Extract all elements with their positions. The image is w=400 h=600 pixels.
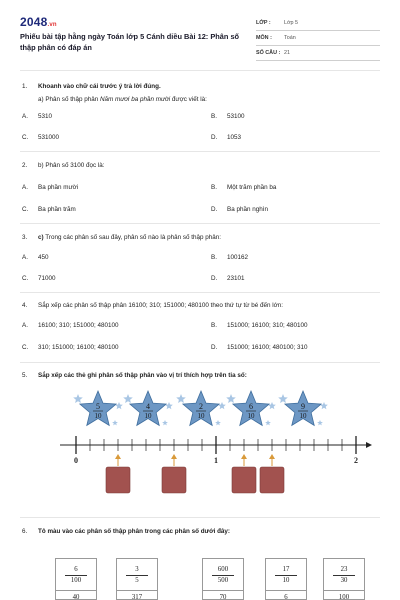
document-title: Phiếu bài tập hằng ngày Toán lớp 5 Cánh diều Bài 12: Phân số thập phân có đáp án	[20, 32, 240, 52]
empty-answer-card[interactable]	[162, 467, 186, 493]
number-line-svg	[60, 388, 380, 508]
star-numerator: 4	[146, 402, 150, 411]
star-denominator: 10	[299, 412, 307, 420]
axis-arrowhead	[366, 442, 372, 448]
empty-answer-card[interactable]	[106, 467, 130, 493]
sparkle-icon	[123, 394, 133, 403]
brand-logo: 2048.vn	[20, 15, 57, 29]
star-numerator: 6	[249, 402, 253, 411]
star-numerator: 9	[301, 402, 305, 411]
sparkle-icon	[176, 394, 186, 403]
fraction-grid	[55, 558, 365, 600]
pointer-arrowhead	[171, 454, 177, 459]
sparkle-icon	[268, 402, 276, 409]
star-numerator: 5	[96, 402, 100, 411]
fraction-cell[interactable]: 3 5 317	[116, 558, 158, 600]
divider	[20, 292, 380, 293]
fraction-cell[interactable]: 6 100 40	[55, 558, 97, 600]
star-denominator: 10	[247, 412, 255, 420]
star-numerator: 2	[199, 402, 203, 411]
sparkle-icon	[278, 394, 288, 403]
number-line-figure	[60, 388, 380, 508]
meta-class: LỚP : Lớp 5	[256, 16, 380, 31]
star-denominator: 10	[94, 412, 102, 420]
sparkle-icon	[215, 420, 221, 425]
divider	[20, 362, 380, 363]
empty-answer-card[interactable]	[260, 467, 284, 493]
meta-question-count: SỐ CÂU : 21	[256, 46, 380, 61]
pointer-arrowhead	[241, 454, 247, 459]
sparkle-icon	[226, 394, 236, 403]
axis-label: 0	[74, 456, 78, 465]
sparkle-icon	[73, 394, 83, 403]
sparkle-icon	[165, 402, 173, 409]
sparkle-icon	[112, 420, 118, 425]
sparkle-icon	[218, 402, 226, 409]
pointer-arrowhead	[115, 454, 121, 459]
sparkle-icon	[265, 420, 271, 425]
meta-subject: MÔN : Toán	[256, 31, 380, 46]
sparkle-icon	[320, 402, 328, 409]
pointer-arrowhead	[269, 454, 275, 459]
fraction-cell[interactable]: 23 30 100	[323, 558, 365, 600]
divider	[20, 70, 380, 71]
divider	[20, 151, 380, 152]
empty-answer-card[interactable]	[232, 467, 256, 493]
star-denominator: 10	[144, 412, 152, 420]
divider	[20, 223, 380, 224]
sparkle-icon	[317, 420, 323, 425]
sparkle-icon	[115, 402, 123, 409]
divider	[20, 517, 380, 518]
fraction-cell[interactable]: 600 500 70	[202, 558, 244, 600]
sparkle-icon	[162, 420, 168, 425]
axis-label: 1	[214, 456, 218, 465]
axis-label: 2	[354, 456, 358, 465]
star-denominator: 10	[197, 412, 205, 420]
fraction-cell[interactable]: 17 10 6	[265, 558, 307, 600]
